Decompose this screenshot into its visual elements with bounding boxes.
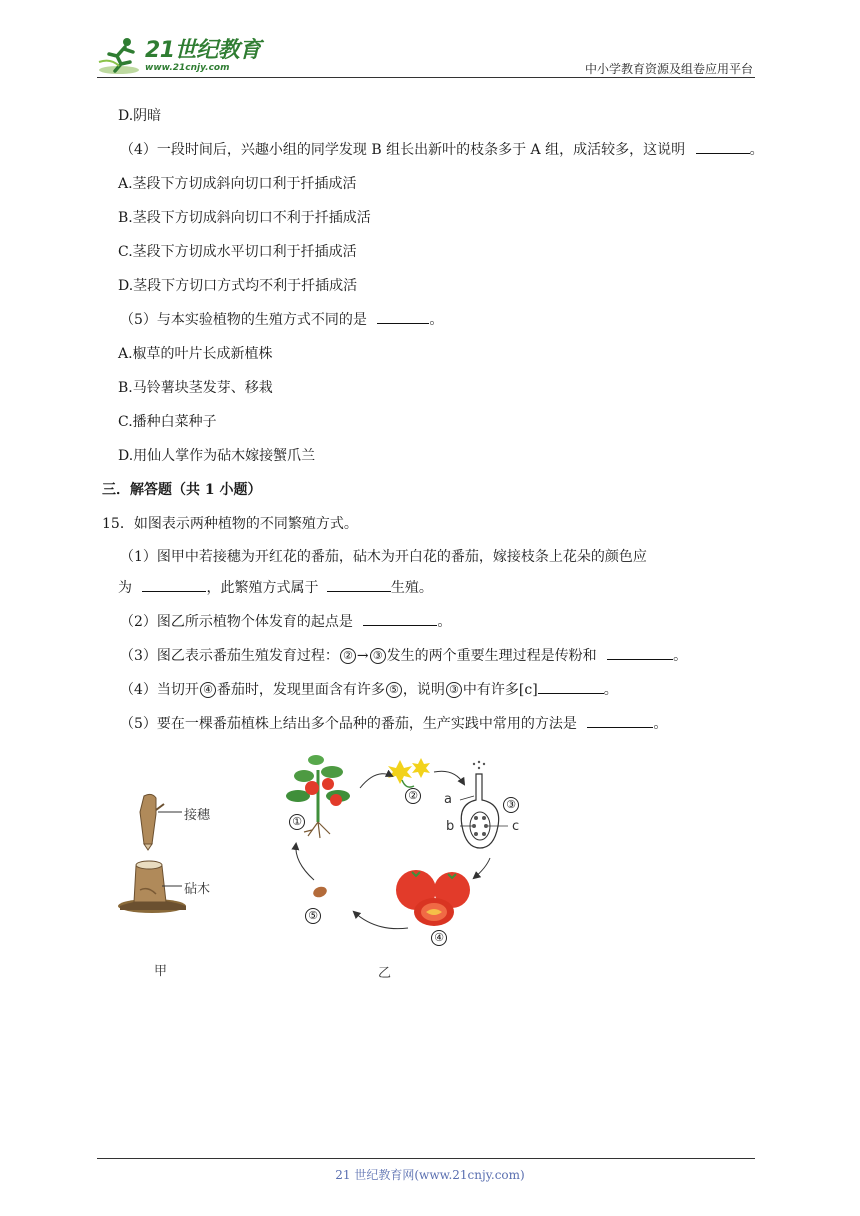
q5-option-d: D.用仙人掌作为砧木嫁接蟹爪兰: [118, 448, 316, 464]
q4-option-d: D.茎段下方切口方式均不利于扦插成活: [118, 278, 358, 294]
circled-number: ②: [405, 788, 421, 804]
figure-jia-caption: 甲: [154, 964, 168, 979]
s2-end: 。: [437, 614, 452, 630]
s4-text-b: 番茄时，发现里面含有许多: [216, 682, 385, 698]
circled-number: ③: [370, 648, 386, 664]
site-logo[interactable]: [97, 34, 261, 78]
s5-end: 。: [653, 716, 668, 732]
s3-end: 。: [673, 648, 688, 664]
label-b: b: [446, 819, 455, 834]
s1-text-c: 生殖。: [390, 580, 433, 596]
figure-grafting: [112, 790, 232, 920]
circled-number: ⑤: [305, 908, 321, 924]
s4-text-a: （4）当切开: [120, 682, 199, 698]
footer-divider: [97, 1158, 755, 1159]
scion-label: 接穗: [184, 808, 211, 823]
circled-number: ②: [340, 648, 356, 664]
s3-text-a: （3）图乙表示番茄生殖发育过程：: [120, 648, 339, 664]
s1-text-b: ，此繁殖方式属于: [206, 580, 319, 596]
s5-text: （5）要在一棵番茄植株上结出多个品种的番茄，生产实践中常用的方法是: [120, 716, 577, 732]
answer-blank[interactable]: [142, 578, 206, 592]
sub-question-5: [120, 714, 667, 734]
q4-option-b: B.茎段下方切成斜向切口不利于扦插成活: [118, 210, 371, 226]
q5-option-a: A.椒草的叶片长成新植株: [118, 346, 273, 362]
answer-blank[interactable]: [538, 680, 604, 694]
sub-question-1-line1: （1）图甲中若接穗为开红花的番茄，砧木为开白花的番茄，嫁接枝条上花朵的颜色应: [120, 549, 647, 565]
header-divider: [97, 77, 755, 78]
answer-blank[interactable]: [363, 612, 437, 626]
sub-question-3: [120, 646, 687, 666]
circled-number: ⑤: [386, 682, 402, 698]
tomato-flower-icon: [388, 758, 430, 787]
grafting-illustration: [112, 790, 232, 920]
answer-blank[interactable]: [696, 140, 750, 154]
question-5-end: 。: [429, 312, 444, 328]
q5-option-b: B.马铃薯块茎发芽、移栽: [118, 380, 273, 396]
s4-text-c: ，说明: [402, 682, 445, 698]
s4-end: 。: [603, 682, 618, 698]
s1-text-a: 为: [118, 580, 132, 596]
circled-number: ③: [446, 682, 462, 698]
stock-label: 砧木: [184, 882, 211, 897]
option-d-dark: D.阴暗: [118, 108, 162, 124]
runner-logo-icon: [97, 36, 143, 76]
q4-option-c: C.茎段下方切成水平切口利于扦插成活: [118, 244, 357, 260]
tomato-fruit-icon: [396, 870, 470, 926]
label-c: c: [512, 819, 520, 834]
section-heading: 三．解答题（共 1 小题）: [102, 482, 262, 498]
question-4: [120, 140, 764, 160]
question-15: 15．如图表示两种植物的不同繁殖方式。: [102, 516, 358, 532]
circled-number: ④: [431, 930, 447, 946]
figure-tomato-cycle: [276, 750, 536, 950]
pistil-diagram-icon: [460, 761, 508, 848]
logo-title: 21世纪教育: [145, 37, 261, 63]
circled-number: ③: [503, 797, 519, 813]
platform-title: 中小学教育资源及组卷应用平台: [584, 62, 753, 76]
s3-text-b: 发生的两个重要生理过程是传粉和: [386, 648, 597, 664]
question-4-text: （4）一段时间后，兴趣小组的同学发现 B 组长出新叶的枝条多于 A 组，成活较多，这说明: [120, 142, 686, 158]
sub-question-1-line2: [118, 578, 433, 598]
q5-option-c: C.播种白菜种子: [118, 414, 217, 430]
question-5: [120, 310, 443, 330]
sub-question-4: [120, 680, 618, 700]
answer-blank[interactable]: [587, 714, 653, 728]
seed-icon: [312, 885, 329, 899]
figure-yi-caption: 乙: [378, 966, 392, 981]
s2-text: （2）图乙所示植物个体发育的起点是: [120, 614, 353, 630]
label-a: a: [444, 792, 452, 807]
circled-number: ①: [289, 814, 305, 830]
answer-blank[interactable]: [377, 310, 429, 324]
question-4-end: 。: [749, 142, 764, 158]
logo-url: www.21cnjy.com: [145, 62, 230, 73]
s4-text-d: 中有许多[c]: [462, 682, 538, 698]
page-header: [97, 30, 755, 82]
circled-number: ④: [200, 682, 216, 698]
answer-blank[interactable]: [327, 578, 391, 592]
sub-question-2: [120, 612, 451, 632]
q4-option-a: A.茎段下方切成斜向切口利于扦插成活: [118, 176, 357, 192]
question-5-text: （5）与本实验植物的生殖方式不同的是: [120, 312, 367, 328]
answer-blank[interactable]: [607, 646, 673, 660]
arrow: →: [356, 648, 369, 664]
footer-text[interactable]: 21 世纪教育网(www.21cnjy.com): [335, 1168, 525, 1182]
